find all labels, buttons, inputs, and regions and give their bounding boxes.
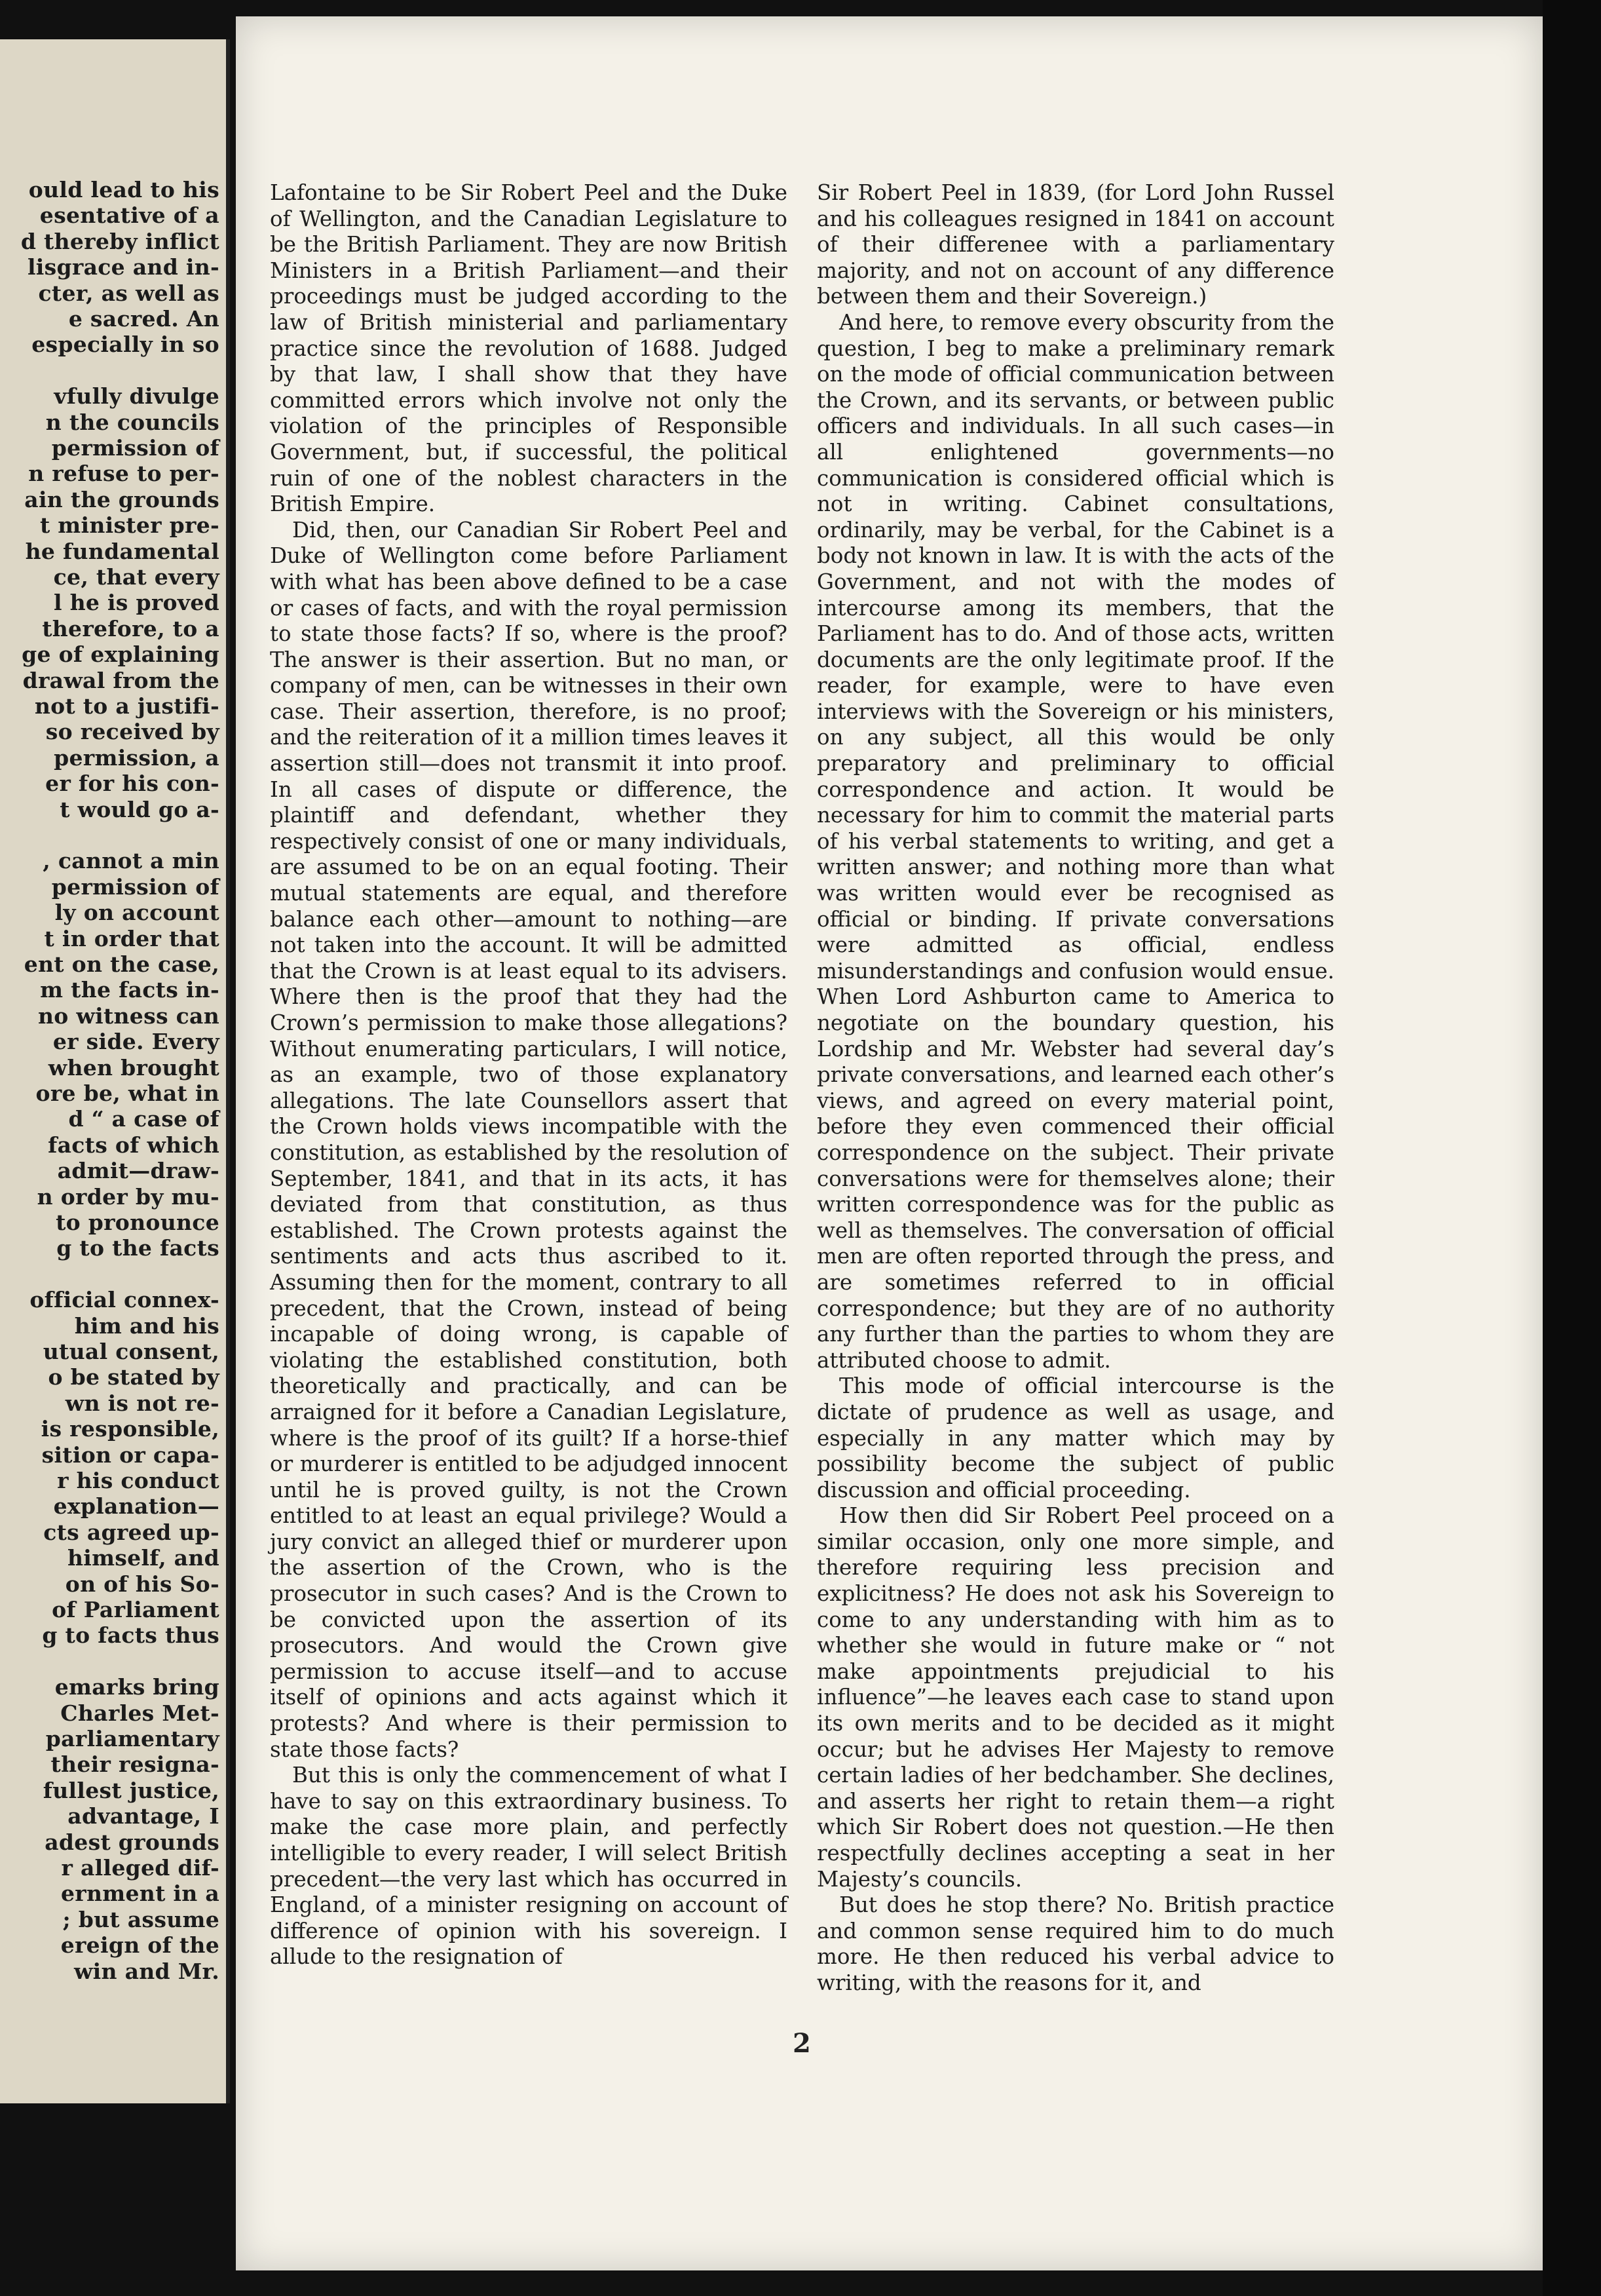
fragment-line: ce, that every [53, 564, 219, 590]
fragment-line: r his conduct [57, 1468, 219, 1493]
previous-page-fragment [0, 39, 230, 2103]
fragment-line: ore be, what in [35, 1081, 219, 1106]
fragment-line: d thereby inflict [20, 228, 219, 254]
fragment-line: when brought [48, 1054, 219, 1081]
fragment-line: n refuse to per- [28, 461, 219, 487]
paragraph: This mode of official intercourse is the dictate of prudence as well as usage, and especially in any matter which may by possibility become the subject of public discussion and official proceeding. [817, 1373, 1334, 1502]
right-text-column [817, 180, 1334, 2015]
fragment-line: er side. Every [52, 1029, 219, 1055]
fragment-line: er for his con- [45, 771, 219, 797]
fragment-line: lisgrace and in- [27, 254, 219, 280]
fragment-line: n order by mu- [37, 1183, 219, 1210]
fragment-line: admit—draw- [57, 1158, 219, 1184]
fragment-line: t minister pre- [39, 512, 219, 539]
fragment-line: t in order that [44, 925, 219, 951]
paragraph: And here, to remove every obscurity from the question, I beg to make a preliminary remark on the mode of official communication between the Crown, and its servants, or between public officers and individuals. In all such cases—in all enlightened governments—no communication is considered official which is not in writing. Cabinet consultations, ordinarily, may be verbal, for the Cabinet is a body not known in law. It is with the acts of the Government, and not with the modes of intercourse among its members, that the Parliament has to do. And of those acts, written documents are the only legitimate proof. If the reader, for example, were to have even interviews with the Sovereign or his ministers, on any subject, all this would be only preparatory and preliminary to official correspondence and action. It would be necessary for him to commit the material parts of his verbal statements to writing, and get a written answer; and nothing more than what was written would ever be recognised as official or binding. If private conversations were admitted as official, endless misunderstandings and confusion would ensue. When Lord Ashburton came to America to negotiate on the boundary question, his Lordship and Mr. Webster had several day’s private conversations, and learned each other’s views, and agreed on every material point, before they even commenced their official correspondence on the subject. Their private conversations were for themselves alone; their written correspondence was for the public as well as themselves. The conversation of official men are often reported through the press, and are sometimes referred to in official correspondence; but they are of no authority any further than the parties to whom they are attributed choose to admit. [817, 309, 1334, 1373]
fragment-line: Charles Met- [60, 1700, 219, 1726]
fragment-line: sition or capa- [41, 1442, 219, 1468]
fragment-line: to pronounce [56, 1210, 219, 1235]
fragment-line: cts agreed up- [43, 1519, 219, 1545]
fragment-line: g to the facts [56, 1235, 219, 1261]
fragment-line: r alleged dif- [61, 1855, 219, 1881]
fragment-line: ; but assume [62, 1906, 219, 1932]
fragment-line: is responsible, [41, 1416, 219, 1442]
fragment-line: so received by [45, 719, 219, 745]
fragment-line: ernment in a [60, 1881, 219, 1907]
fragment-line: n the councils [45, 409, 219, 435]
fragment-line: facts of which [48, 1132, 219, 1158]
fragment-line: utual consent, [43, 1339, 219, 1364]
fragment-line: ly on account [54, 900, 219, 926]
fragment-line: especially in so [31, 332, 219, 358]
fragment-line: d “ a case of [68, 1106, 219, 1132]
fragment-line: drawal from the [22, 667, 219, 693]
page-number: 2 [793, 2028, 811, 2059]
fragment-line: adest grounds [45, 1829, 219, 1855]
fragment-line: l he is proved [53, 590, 219, 616]
paragraph: But does he stop there? No. British practice and common sense required him to do much more. He then reduced his verbal advice to writing, with the reasons for it, and [817, 1892, 1334, 1995]
fragment-line: him and his [74, 1312, 219, 1339]
fragment-line: their resigna- [50, 1751, 219, 1778]
fragment-line: fullest justice, [43, 1777, 219, 1803]
paragraph: Lafontaine to be Sir Robert Peel and the Duke of Wellington, and the Canadian Legislature to be the British Parliament. They are now British Ministers in a British Parliament—and their proceedings must be judged according to the law of British ministerial and parliamentary practice since the revolution of 1688. Judged by that law, I shall show that they have committed errors which involve not only the violation of the principles of Responsible Government, but, if successful, the political ruin of one of the noblest characters in the British Empire. [270, 180, 787, 517]
fragment-line: therefore, to a [42, 615, 219, 641]
fragment-line: ain the grounds [24, 486, 219, 512]
fragment-line: wn is not re- [65, 1390, 219, 1416]
paragraph: Did, then, our Canadian Sir Robert Peel and Duke of Wellington come before Parliament with what has been above defined to be a case or cases of facts, and with the royal permission to state those facts? If so, where is the proof? The answer is their assertion. But no man, or company of men, can be witnesses in their own case. Their assertion, therefore, is no proof; and the reiteration of it a million times leaves it assertion still—does not transmit it into proof. In all cases of dispute or difference, the plaintiff and defendant, whether they respectively consist of one or many individuals, are assumed to be on an equal footing. Their mutual statements are equal, and therefore balance each other—amount to nothing—are not taken into the account. It will be admitted that the Crown is at least equal to its advisers. Where then is the proof that they had the Crown’s permission to make those allegations? Without enumerating particulars, I will notice, as an example, two of those explanatory allegations. The late Counsellors assert that the Crown holds views incompatible with the constitution, as established by the resolution of September, 1841, and that in its acts, it has deviated from that constitution, as thus established. The Crown protests against the sentiments and acts thus ascribed to it. Assuming then for the moment, contrary to all precedent, that the Crown, instead of being incapable of doing wrong, is capable of violating the established constitution, both theoretically and practically, and can be arraigned for it before a Canadian Legislature, where is the proof of its guilt? If a horse-thief or murderer is entitled to be adjudged innocent until he is proved guilty, is not the Crown entitled to at least an equal privilege? Would a jury convict an alleged thief or murderer upon the assertion of the Crown, who is the prosecutor in such cases? And is the Crown to be convicted upon the assertion of its prosecutors. And would the Crown give permission to accuse itself—and to accuse itself of opinions and acts against which it protests? And where is their permission to state those facts? [270, 517, 787, 1762]
fragment-line: , cannot a min [43, 848, 219, 874]
paragraph: Sir Robert Peel in 1839, (for Lord John Russel and his colleagues resigned in 1841 on account of their differenee with a parliamentary majority, and not on account of any difference between them and their Sovereign.) [817, 180, 1334, 309]
fragment-line: win and Mr. [73, 1958, 219, 1984]
fragment-line: official connex- [29, 1287, 219, 1313]
fragment-line: g to facts thus [42, 1622, 219, 1649]
fragment-line: explanation— [53, 1493, 219, 1520]
fragment-line: m the facts in- [40, 977, 219, 1003]
fragment-line: on of his So- [65, 1571, 219, 1597]
fragment-line: permission, a [54, 744, 219, 771]
fragment-line: no witness can [38, 1003, 219, 1029]
fragment-line: advantage, I [67, 1803, 219, 1829]
fragment-line: not to a justifi- [34, 693, 219, 719]
fragment-line: of Parliament [52, 1597, 219, 1622]
fragment-line: emarks bring [54, 1674, 219, 1700]
fragment-line: himself, and [67, 1545, 219, 1571]
fragment-line: he fundamental [25, 538, 219, 564]
paragraph: How then did Sir Robert Peel proceed on a similar occasion, only one more simple, and therefore requiring less precision and explicitness? He does not ask his Sovereign to come to any understanding with him as to whether she would in future make or “ not make appointments prejudicial to his influence”—he leaves each case to stand upon its own merits and to be decided as it might occur; but he advises Her Majesty to remove certain ladies of her bedchamber. She declines, and asserts her right to retain them—a right which Sir Robert does not question.—He then respectfully declines accepting a seat in her Majesty’s councils. [817, 1503, 1334, 1892]
paragraph: But this is only the commencement of what I have to say on this extraordinary business. To make the case more plain, and perfectly intelligible to every reader, I will select British precedent—the very last which has occurred in England, of a minister resigning on account of difference of opinion with his sovereign. I allude to the resignation of [270, 1763, 787, 1970]
fragment-line: ent on the case, [24, 951, 219, 977]
left-text-column [270, 180, 787, 2015]
fragment-line: parliamentary [45, 1726, 219, 1751]
fragment-line: esentative of a [39, 202, 219, 229]
fragment-line: cter, as well as [38, 280, 219, 306]
fragment-line: ereign of the [60, 1932, 219, 1959]
fragment-line: ge of explaining [22, 641, 219, 668]
fragment-line: permission of [51, 435, 219, 461]
fragment-line: o be stated by [48, 1364, 219, 1390]
scan-border [1543, 0, 1601, 2296]
fragment-line: e sacred. An [68, 306, 219, 332]
fragment-line: vfully divulge [54, 383, 219, 410]
fragment-line: permission of [51, 873, 219, 900]
fragment-line: ould lead to his [28, 177, 219, 202]
fragment-line: t would go a- [60, 796, 219, 822]
